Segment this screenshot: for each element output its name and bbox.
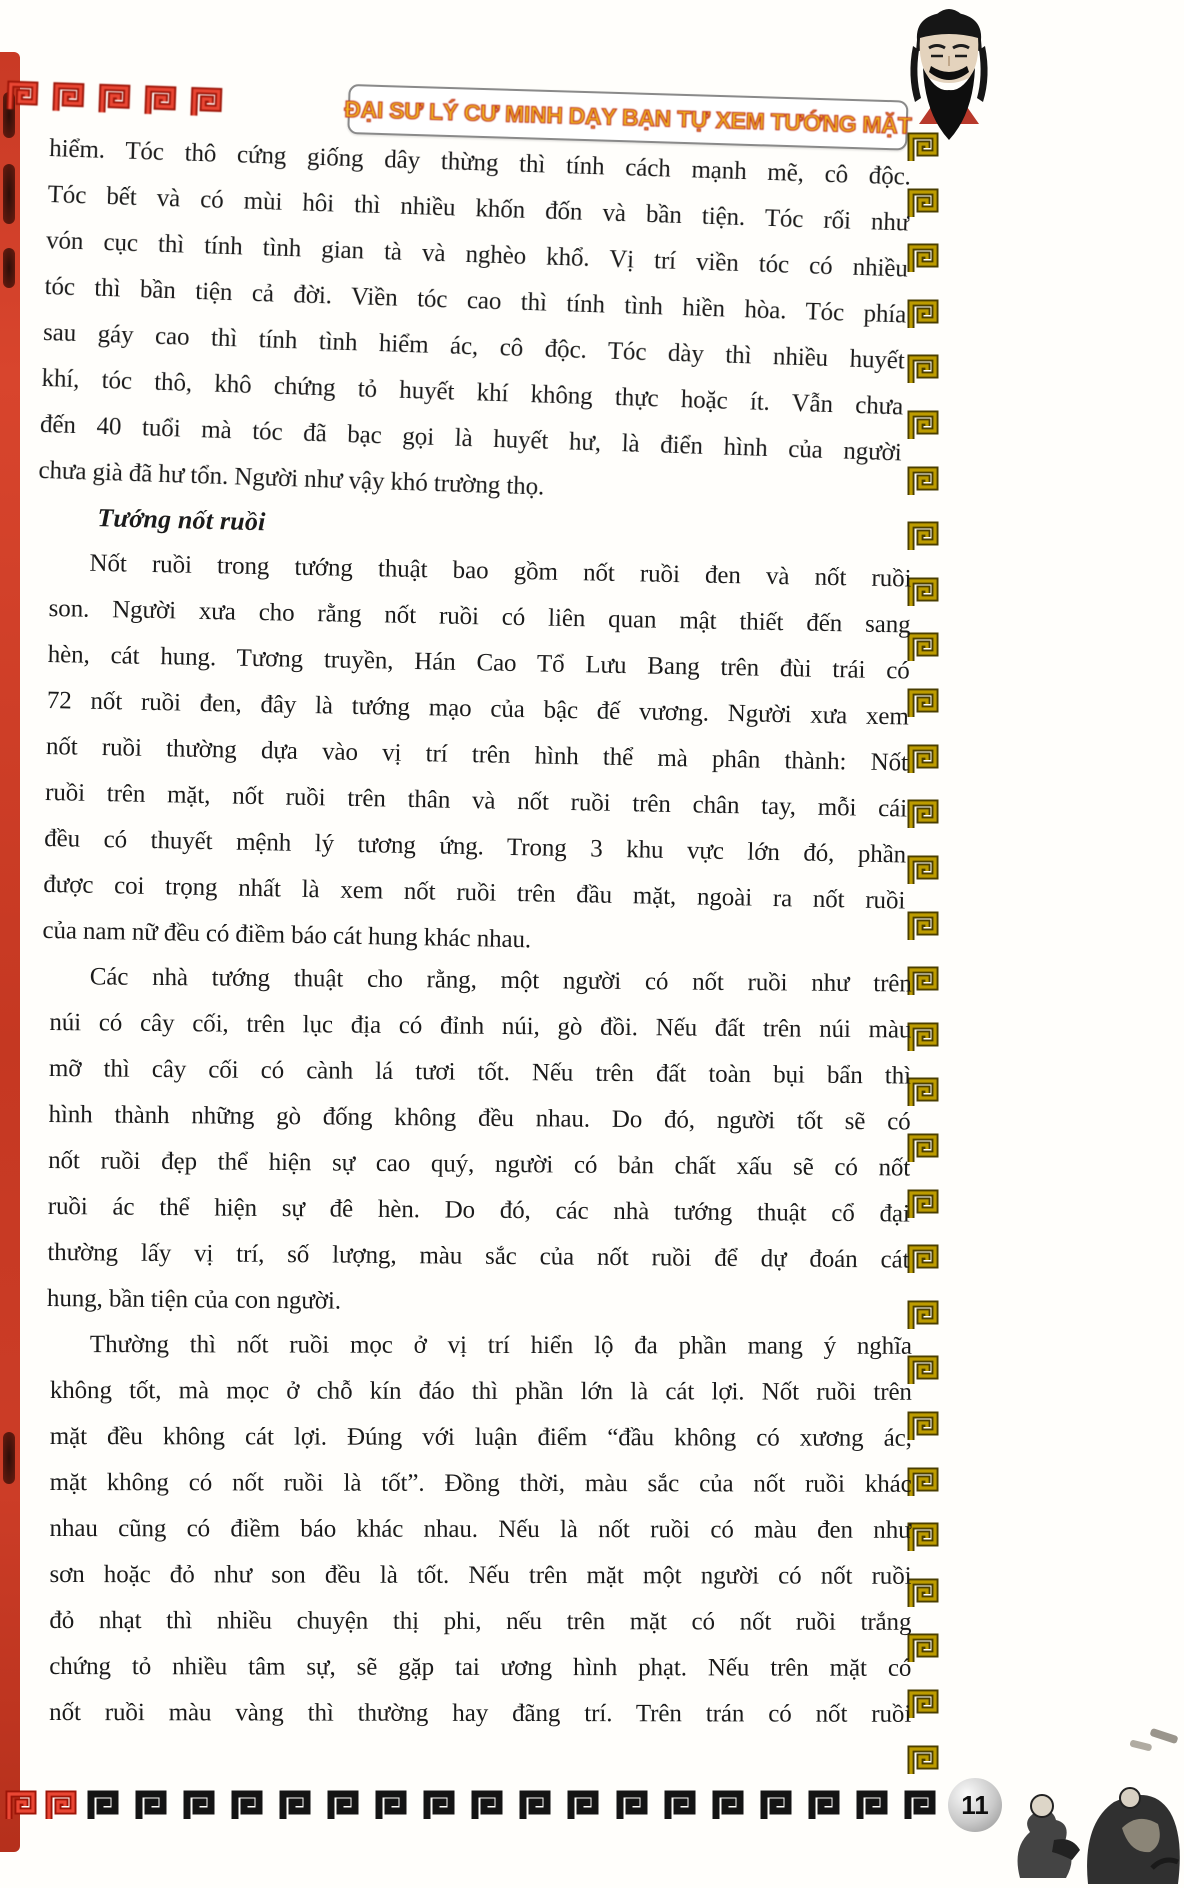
text-line: hình thành những gò đống không đều nhau. Do đó, người tốt sẽ có: [48, 1100, 911, 1136]
text-line: sơn hoặc đỏ như son đều là tốt. Nếu trên mặt một người có nốt ruồi: [49, 1560, 912, 1590]
meander-ornament-icon: [518, 1790, 552, 1822]
text-line: ruồi trên mặt, nốt ruồi trên thân và nốt ruồi trên chân tay, mỗi cái: [44, 778, 908, 823]
text-line: mặt đều không cát lợi. Đúng với luận điểm “đầu không có xương ác,: [49, 1422, 912, 1452]
page-number: 11: [961, 1789, 989, 1820]
meander-ornament-icon: [906, 1745, 940, 1777]
text-line: của nam nữ đều có điềm báo cát hung khác nhau.: [42, 916, 532, 954]
text-line: Nốt ruồi trong tướng thuật bao gồm nốt ruồi đen và nốt ruồi: [89, 549, 912, 593]
meander-ornament-icon: [4, 1790, 38, 1822]
meander-ornament-icon: [470, 1790, 504, 1822]
text-line: vón cục thì tính tình gian tà và nghèo khổ. Vị trí viền tóc có nhiều: [45, 226, 909, 283]
text-line: mỡ thì cây cối có cành lá tươi tốt. Nếu trên đất toàn bụi bẩn thì: [48, 1054, 912, 1090]
text-line: đến 40 tuổi mà tóc đã bạc gọi là huyết hư, là điển hình của người: [39, 410, 903, 467]
text-line: được coi trọng nhất là xem nốt ruồi trên đầu mặt, ngoài ra nốt ruồi: [43, 870, 906, 915]
meander-ornament-icon: [51, 82, 86, 115]
text-line: hung, bần tiện của con người.: [46, 1284, 342, 1315]
meander-ornament-icon: [374, 1790, 408, 1822]
text-line: nhau cũng có điềm báo khác nhau. Nếu là nốt ruồi có màu đen như: [49, 1514, 912, 1544]
text-line: hèn, cát hung. Tương truyền, Hán Cao Tổ Lưu Bang trên đùi trái có: [47, 640, 910, 685]
meander-ornament-icon: [44, 1790, 78, 1822]
meander-ornament-icon: [326, 1790, 360, 1822]
meander-ornament-icon: [230, 1790, 264, 1822]
meander-ornament-icon: [189, 86, 224, 119]
meander-ornament-icon: [182, 1790, 216, 1822]
meander-ornament-icon: [615, 1790, 649, 1822]
text-line: đỏ nhạt thì nhiều chuyện thị phi, nếu trên mặt có nốt ruồi trắng: [49, 1606, 912, 1636]
meander-ornament-icon: [143, 85, 178, 118]
left-edge-strip: [0, 52, 20, 1852]
meander-ornament-icon: [5, 80, 40, 113]
text-line: ruồi ác thể hiện sự đê hèn. Do đó, các nhà tướng thuật cổ đại: [47, 1192, 910, 1228]
text-line: hiểm. Tóc thô cứng giống dây thừng thì tính cách mạnh mẽ, cô độc.: [48, 134, 912, 191]
text-line: Các nhà tướng thuật cho rằng, một người có nốt ruồi như trên: [89, 963, 912, 998]
bottom-ornament-red-group: [4, 1790, 78, 1822]
binding-mark: [3, 248, 15, 288]
paragraph-1: [38, 126, 912, 522]
meander-ornament-icon: [807, 1790, 841, 1822]
text-line: Tóc bết và có mùi hôi thì nhiều khốn đốn và bần tiện. Tóc rối như: [47, 180, 910, 237]
text-line: mặt không có nốt ruồi là tốt”. Đồng thời, màu sắc của nốt ruồi khác: [49, 1468, 912, 1498]
text-line: nốt ruồi đẹp thể hiện sự cao quý, người có bản chất xấu sẽ có nốt: [48, 1146, 911, 1182]
text-line: đều có thuyết mệnh lý tương ứng. Trong 3 khu vực lớn đó, phần: [44, 824, 907, 869]
bottom-ornament-band: [4, 1786, 937, 1826]
sage-portrait-icon: [888, 6, 1010, 146]
figures-illustration-icon: [1002, 1728, 1184, 1888]
top-ornament-row: [5, 80, 224, 120]
text-line: không tốt, mà mọc ở chỗ kín đáo thì phần lớn là cát lợi. Nốt ruồi trên: [49, 1376, 912, 1406]
meander-ornament-icon: [422, 1790, 456, 1822]
text-line: chưa già đã hư tổn. Người như vậy khó trường thọ.: [38, 456, 545, 501]
text-line: son. Người xưa cho rằng nốt ruồi có liên quan mật thiết đến sang: [48, 594, 911, 639]
meander-ornament-icon: [711, 1790, 745, 1822]
paragraph-2: [42, 540, 912, 970]
meander-ornament-icon: [903, 1790, 937, 1822]
meander-ornament-icon: [134, 1790, 168, 1822]
binding-mark: [3, 1432, 15, 1484]
text-line: khí, tóc thô, khô chứng tỏ huyết khí không thực hoặc ít. Vẫn chưa: [41, 364, 904, 421]
text-line: sau gáy cao thì tính tình hiểm ác, cô độc. Tóc dày thì nhiều huyết: [42, 318, 906, 375]
body-text: [38, 126, 912, 1736]
binding-mark: [3, 164, 15, 224]
section-heading: Tướng nốt ruồi: [97, 503, 266, 537]
text-line: nốt ruồi màu vàng thì thường hay đãng trí. Trên trán có nốt ruồi: [49, 1698, 912, 1728]
meander-ornament-icon: [566, 1790, 600, 1822]
bottom-ornament-black-group: [86, 1790, 937, 1822]
meander-ornament-icon: [278, 1790, 312, 1822]
text-line: núi có cây cối, trên lục địa có đỉnh núi, gò đồi. Nếu đất trên núi màu: [49, 1008, 912, 1044]
text-line: 72 nốt ruồi đen, đây là tướng mạo của bậc đế vương. Người xưa xem: [46, 686, 910, 731]
meander-ornament-icon: [97, 83, 132, 116]
text-line: Thường thì nốt ruồi mọc ở vị trí hiển lộ đa phần mang ý nghĩa: [89, 1331, 912, 1360]
meander-ornament-icon: [86, 1790, 120, 1822]
page-number-badge: [948, 1778, 1002, 1832]
paragraph-3: [47, 954, 912, 1330]
text-line: thường lấy vị trí, số lượng, màu sắc của nốt ruồi để dự đoán cát: [47, 1238, 910, 1274]
meander-ornament-icon: [663, 1790, 697, 1822]
header-title: ĐẠI SƯ LÝ CƯ MINH DẠY BẠN TỰ XEM TƯỚNG MẶT: [344, 95, 912, 139]
meander-ornament-icon: [855, 1790, 889, 1822]
text-line: chứng tỏ nhiều tâm sự, sẽ gặp tai ương hình phạt. Nếu trên mặt có: [49, 1652, 912, 1682]
text-line: nốt ruồi thường dựa vào vị trí trên hình thể mà phân thành: Nốt: [45, 732, 909, 777]
text-line: tóc thì bần tiện cả đời. Viền tóc cao thì tính tình hiền hòa. Tóc phía: [44, 272, 907, 329]
paragraph-4: [49, 1322, 912, 1738]
meander-ornament-icon: [759, 1790, 793, 1822]
